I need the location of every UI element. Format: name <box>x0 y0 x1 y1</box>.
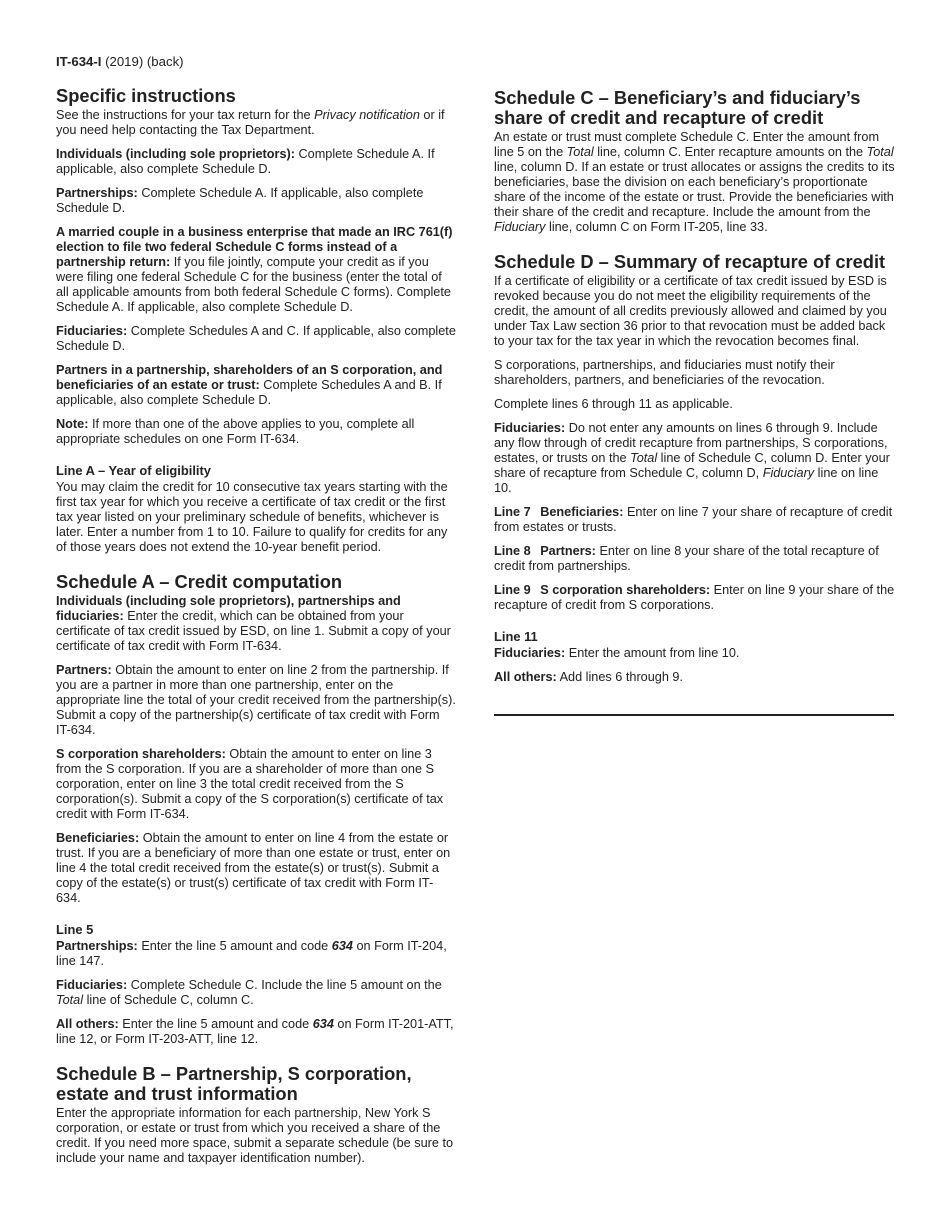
schedule-d-p2: S corporations, partnerships, and fiduciaries must notify their shareholders, partners, and beneficiaries of the revocation. <box>494 358 835 387</box>
line-11-fiduciaries: Fiduciaries: Enter the amount from line 10. <box>494 646 740 660</box>
line-a-text: You may claim the credit for 10 consecutive tax years starting with the first tax year for which you receive a certificate of tax credit or the first tax year listed on your preliminary schedule of benefits, whichever is later. Enter a number from 1 to 10. Failure to qualify for credits for any of those years does not extend the 10-year benefit period. <box>56 480 448 554</box>
left-column <box>56 86 456 1175</box>
section-end-rule <box>494 714 894 716</box>
schedule-d-fiduciaries: Fiduciaries: Do not enter any amounts on lines 6 through 9. Include any flow through of credit recapture from partnerships, S corporations, estates, or trusts on the Total line of Schedule C, column D. Enter your share of recapture from Schedule C, column D, Fiduciary line on line 10. <box>494 421 890 495</box>
schedule-b-text: Enter the appropriate information for each partnership, New York S corporation, or estate or trust from which you received a share of the credit. If you need more space, submit a separate schedule (be sure to include your name and taxpayer identification number). <box>56 1106 454 1165</box>
partnerships-paragraph: Partnerships: Complete Schedule A. If applicable, also complete Schedule D. <box>56 186 424 215</box>
line-5-others: All others: Enter the line 5 amount and code 634 on Form IT-201-ATT, line 12, or Form IT-203-ATT, line 12. <box>56 1017 454 1046</box>
line-5-partnerships: Partnerships: Enter the line 5 amount and code 634 on Form IT-204, line 147. <box>56 939 447 968</box>
line-a-heading: Line A – Year of eligibility <box>56 463 211 478</box>
partners-paragraph: Partners in a partnership, shareholders of an S corporation, and beneficiaries of an estate or trust: Complete Schedules A and B. If applicable, also complete Schedule D. <box>56 363 443 407</box>
fiduciaries-paragraph: Fiduciaries: Complete Schedules A and C. If applicable, also complete Schedule D. <box>56 324 456 353</box>
schedule-a-partners: Partners: Obtain the amount to enter on line 2 from the partnership. If you are a partner in more than one partnership, enter on the appropriate line the total of your credit received from the partnership(s). Submit a copy of the partnership(s) certificate of tax credit with Form IT-634. <box>56 663 456 737</box>
schedule-d-heading: Schedule D – Summary of recapture of credit <box>494 251 886 272</box>
line-5-heading: Line 5 <box>56 922 94 937</box>
schedule-a-heading: Schedule A – Credit computation <box>56 571 343 592</box>
married-couple-paragraph: A married couple in a business enterprise that made an IRC 761(f) election to file two federal Schedule C forms instead of a partnership return: If you file jointly, compute your credit as if you were filing one federal Schedule C for the business (enter the total of all applicable amounts from both federal Schedule C forms). Complete Schedule A. If applicable, also complete Schedule D. <box>56 225 453 314</box>
schedule-d-p1: If a certificate of eligibility or a certificate of tax credit issued by ESD is revoked because you do not meet the eligibility requirements of the credit, the amount of all credits previously allowed and claimed by you under Tax Law section 36 prior to that revocation must be added back to your tax for the tax year in which the revocation becomes final. <box>494 274 887 348</box>
line-9-paragraph: Line 9 S corporation shareholders: Enter on line 9 your share of the recapture of credit from S corporations. <box>494 583 895 612</box>
right-column <box>494 88 896 716</box>
line-5-fiduciaries: Fiduciaries: Complete Schedule C. Include the line 5 amount on the Total line of Schedule C, column C. <box>56 978 442 1007</box>
line-11-heading: Line 11 <box>494 629 538 644</box>
schedule-a-scorp: S corporation shareholders: Obtain the amount to enter on line 3 from the S corporation. If you are a shareholder of more than one S corporation, enter on line 3 the total credit received from the S corporation(s). Submit a copy of the S corporation(s) certificate of tax credit with Form IT-634. <box>56 747 444 821</box>
line-11-others: All others: Add lines 6 through 9. <box>494 670 684 684</box>
specific-instructions-heading: Specific instructions <box>56 85 236 106</box>
schedule-a-individuals: Individuals (including sole proprietors), partnerships and fiduciaries: Enter the credit, which can be obtained from your certificate of tax credit issued by ESD, on line 1. Submit a copy of your certificate of tax credit with Form IT-634. <box>56 594 451 653</box>
line-7-paragraph: Line 7 Beneficiaries: Enter on line 7 your share of recapture of credit from estates or trusts. <box>494 505 893 534</box>
note-paragraph: Note: If more than one of the above applies to you, complete all appropriate schedules on one Form IT-634. <box>56 417 415 446</box>
schedule-c-text: An estate or trust must complete Schedule C. Enter the amount from line 5 on the Total line, column C. Enter recapture amounts on the Total line, column D. If an estate or trust allocates or assigns the credits to its beneficiaries, base the division on each beneficiary’s proportionate share of the income of the estate or trust. Provide the beneficiaries with their share of the credit and recapture. Include the amount from the Fiduciary line, column C on Form IT-205, line 33. <box>494 130 895 234</box>
form-year: (2019) (back) <box>105 54 184 69</box>
schedule-d-p3: Complete lines 6 through 11 as applicable. <box>494 397 733 411</box>
individuals-paragraph: Individuals (including sole proprietors): Complete Schedule A. If applicable, also complete Schedule D. <box>56 147 435 176</box>
schedule-c-heading: Schedule C – Beneficiary’s and fiduciary’s share of credit and recapture of credit <box>494 87 861 128</box>
form-id: IT-634-I <box>56 54 102 69</box>
schedule-b-heading: Schedule B – Partnership, S corporation, estate and trust information <box>56 1063 412 1104</box>
form-header <box>56 54 184 69</box>
line-8-paragraph: Line 8 Partners: Enter on line 8 your share of the total recapture of credit from partnerships. <box>494 544 879 573</box>
specific-intro: See the instructions for your tax return for the Privacy notification or if you need help contacting the Tax Department. <box>56 108 445 137</box>
schedule-a-beneficiaries: Beneficiaries: Obtain the amount to enter on line 4 from the estate or trust. If you are a beneficiary of more than one estate or trust, enter on line 4 the total credit received from the estate(s) or trust(s). Submit a copy of the estate(s) or trust(s) certificate of tax credit with Form IT-634. <box>56 831 451 905</box>
